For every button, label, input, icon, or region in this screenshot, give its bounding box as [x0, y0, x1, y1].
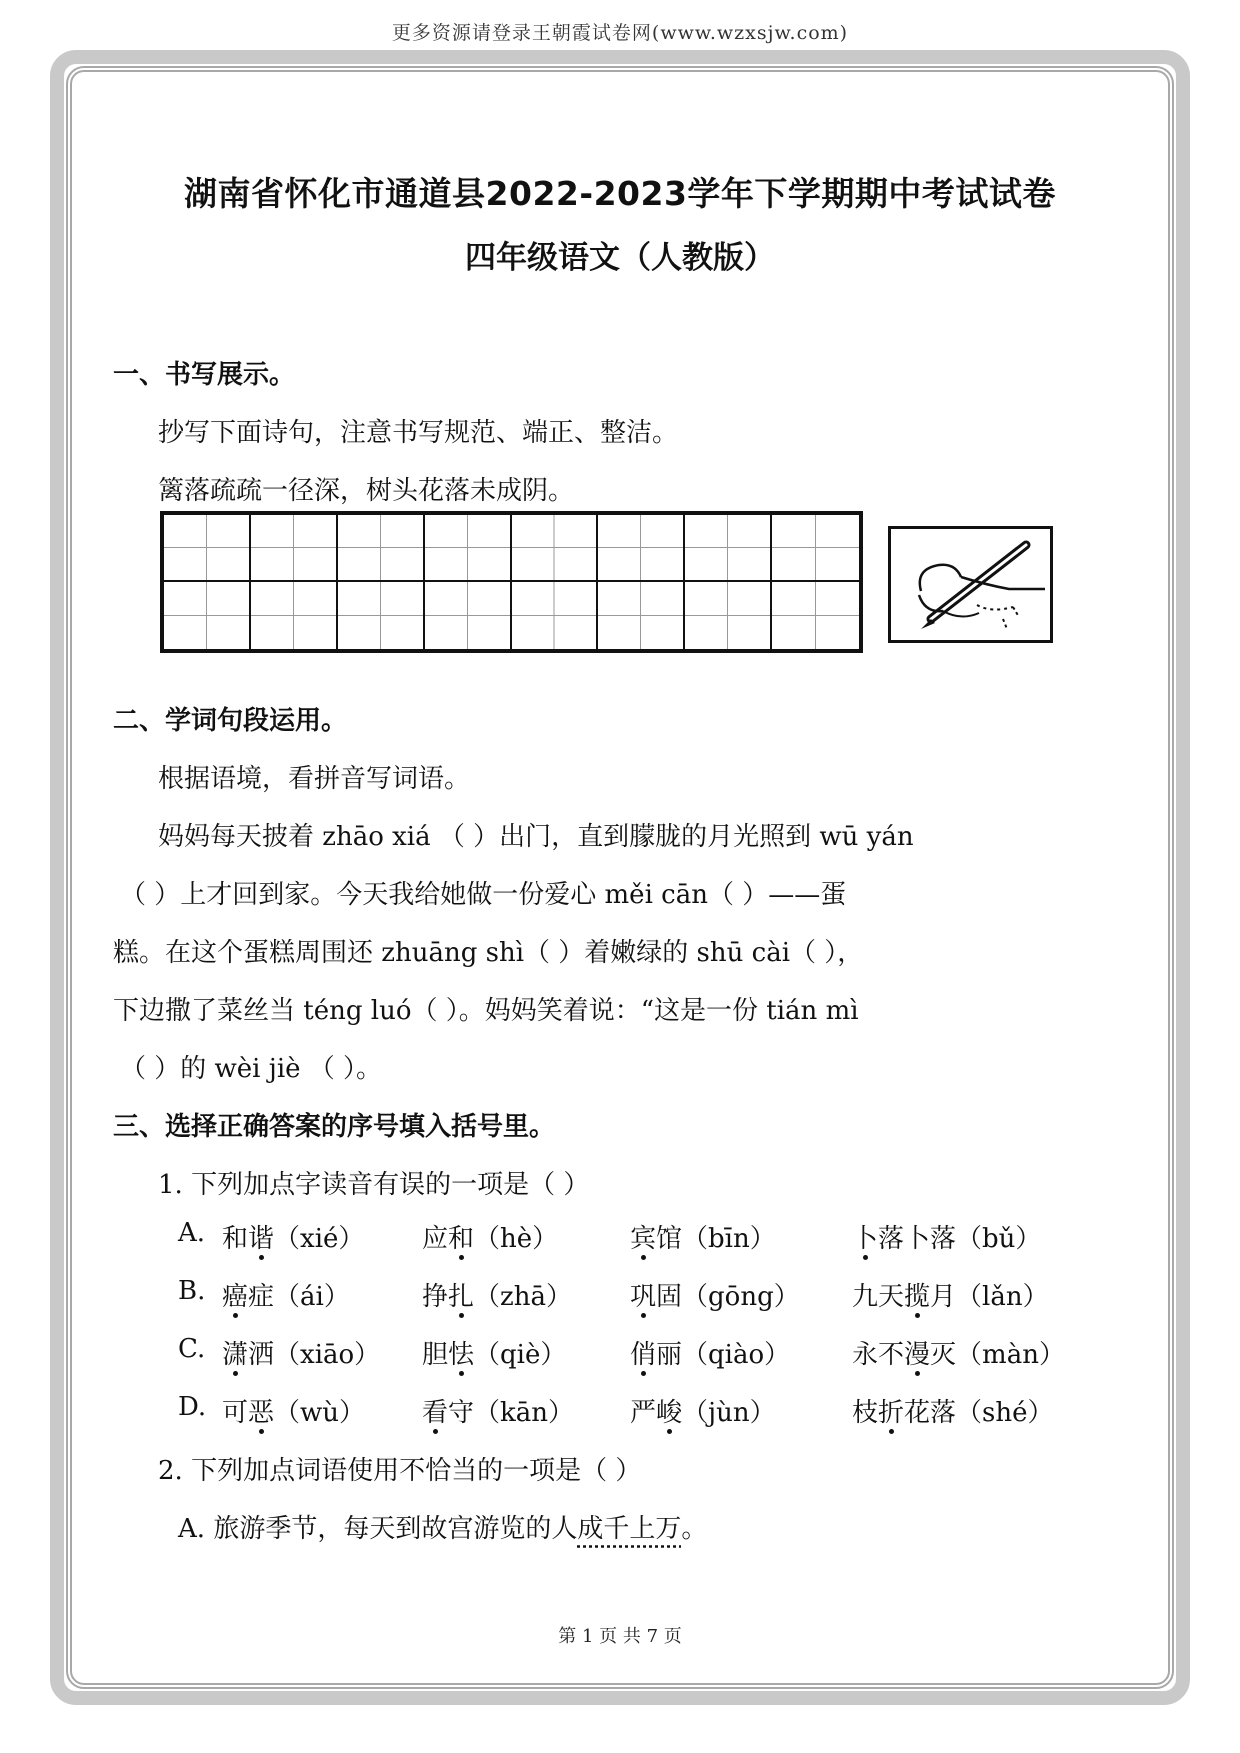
grid-cell[interactable] [251, 515, 338, 582]
dotted-char: 巩 [630, 1282, 657, 1312]
dotted-char: 俏 [630, 1340, 657, 1370]
dotted-char: 怯 [448, 1340, 475, 1370]
grid-cell[interactable] [425, 515, 512, 582]
pinyin-line-4: 下边撒了菜丝当 téng luó（ ）。妈妈笑着说：“这是一份 tián mì [113, 996, 859, 1026]
dotted-char: 峻 [656, 1398, 683, 1428]
pinyin-line-1: 妈妈每天披着 zhāo xiá （ ）出门，直到朦胧的月光照到 wū yán [158, 822, 914, 852]
option-item: 和谐（xié） [222, 1224, 365, 1254]
page-subtitle: 四年级语文（人教版） [465, 240, 775, 276]
dotted-char: 谐 [248, 1224, 275, 1254]
option-letter: D. [178, 1392, 207, 1422]
grid-cell[interactable] [425, 582, 512, 649]
grid-cell[interactable] [512, 582, 599, 649]
option-item: 巩固（gōng） [630, 1282, 800, 1312]
dotted-char: 和 [448, 1224, 475, 1254]
option-item: 胆怯（qiè） [422, 1340, 567, 1370]
dotted-char: 宾 [630, 1224, 657, 1254]
dotted-char: 漫 [904, 1340, 931, 1370]
option-item: 可恶（wù） [222, 1398, 366, 1428]
q2-option-a: A. 旅游季节，每天到故宫游览的人成千上万。 [178, 1514, 708, 1544]
pinyin-line-5: （ ）的 wèi jiè （ ）。 [120, 1054, 383, 1084]
page-title: 湖南省怀化市通道县2022-2023学年下学期期中考试试卷 [184, 174, 1056, 213]
page-footer: 第 1 页 共 7 页 [558, 1626, 682, 1647]
section3-heading: 三、选择正确答案的序号填入括号里。 [113, 1112, 556, 1142]
q1-option-row-a [178, 1218, 205, 1248]
q1-option-row-d [178, 1392, 206, 1422]
grid-cell[interactable] [772, 582, 859, 649]
grid-cell[interactable] [338, 582, 425, 649]
dotted-char: 看 [422, 1398, 449, 1428]
option-text: 旅游季节，每天到故宫游览的人 [213, 1514, 578, 1544]
section2-heading: 二、学词句段运用。 [113, 706, 348, 736]
pinyin-line-3: 糕。在这个蛋糕周围还 zhuāng shì（ ）着嫩绿的 shū cài（ ）， [113, 938, 864, 968]
option-item: 俏丽（qiào） [630, 1340, 791, 1370]
pinyin-line-2: （ ）上才回到家。今天我给她做一份爱心 měi cān（ ）——蛋 [120, 880, 847, 910]
grid-cell[interactable] [164, 582, 251, 649]
option-item: 癌症（ái） [222, 1282, 350, 1312]
option-item: 永不漫灭（màn） [852, 1340, 1065, 1370]
grid-cell[interactable] [598, 582, 685, 649]
grid-cell[interactable] [512, 515, 599, 582]
question-2-stem: 2. 下列加点词语使用不恰当的一项是（ ） [158, 1456, 642, 1486]
q1-option-row-b [178, 1276, 205, 1306]
option-letter: C. [178, 1334, 206, 1364]
dotted-word: 成千上万 [577, 1514, 682, 1544]
writing-grid[interactable] [160, 511, 863, 653]
grid-cell[interactable] [338, 515, 425, 582]
option-item: 宾馆（bīn） [630, 1224, 776, 1254]
option-item: 九天揽月（lǎn） [852, 1282, 1049, 1312]
dotted-char: 潇 [222, 1340, 249, 1370]
option-letter: A. [178, 1514, 206, 1544]
grid-cell[interactable] [685, 582, 772, 649]
header-site: 更多资源请登录王朝霞试卷网(www.wzxsjw.com) [391, 22, 849, 44]
dotted-char: 恶 [248, 1398, 275, 1428]
dotted-char: 揽 [904, 1282, 931, 1312]
dotted-char: 卜 [852, 1224, 879, 1254]
option-item: 枝折花落（shé） [852, 1398, 1054, 1428]
option-item: 挣扎（zhā） [422, 1282, 572, 1312]
grid-cell[interactable] [772, 515, 859, 582]
grid-cell[interactable] [685, 515, 772, 582]
option-letter: A. [178, 1218, 206, 1248]
dotted-char: 癌 [222, 1282, 249, 1312]
section1-heading: 一、书写展示。 [113, 360, 296, 390]
section1-instruction: 抄写下面诗句，注意书写规范、端正、整洁。 [158, 418, 679, 448]
option-letter: B. [178, 1276, 206, 1306]
option-item: 应和（hè） [422, 1224, 559, 1254]
option-item: 潇洒（xiāo） [222, 1340, 381, 1370]
dotted-char: 折 [878, 1398, 905, 1428]
option-item: 严峻（jùn） [630, 1398, 776, 1428]
option-item: 卜落卜落（bǔ） [852, 1224, 1042, 1254]
writing-hand-icon [888, 526, 1053, 643]
grid-cell[interactable] [598, 515, 685, 582]
question-1-stem: 1. 下列加点字读音有误的一项是（ ） [158, 1170, 590, 1200]
option-item: 看守（kān） [422, 1398, 575, 1428]
grid-cell[interactable] [164, 515, 251, 582]
q1-option-row-c [178, 1334, 205, 1364]
dotted-char: 扎 [448, 1282, 475, 1312]
section1-poem: 篱落疏疏一径深，树头花落未成阴。 [158, 476, 575, 506]
grid-cell[interactable] [251, 582, 338, 649]
section2-instruction: 根据语境，看拼音写词语。 [158, 764, 471, 794]
